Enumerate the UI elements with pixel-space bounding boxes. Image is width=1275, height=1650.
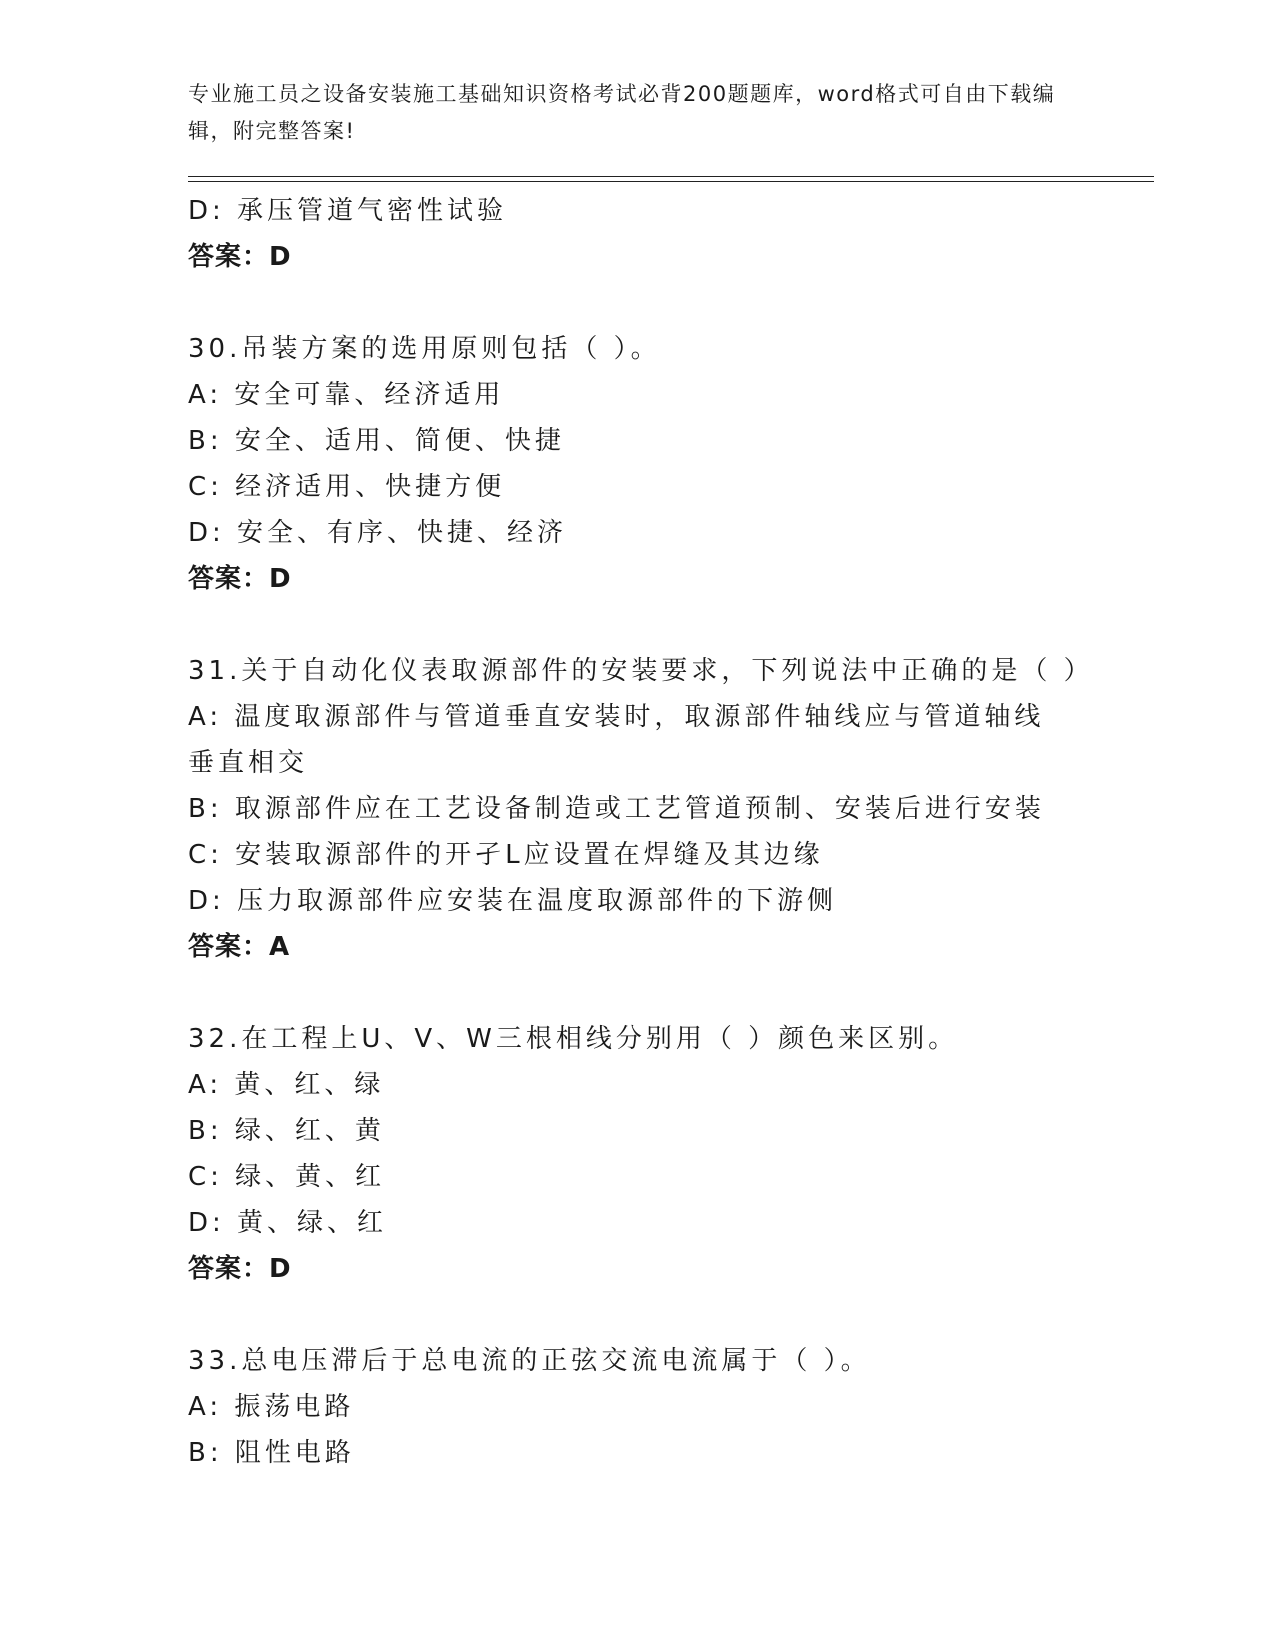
option-d: D: 承压管道气密性试验: [188, 196, 508, 226]
option-d: D: 黄、绿、红: [188, 1208, 388, 1238]
spacer: [188, 280, 1088, 326]
spacer: [188, 970, 1088, 1016]
question-stem-30: 30.吊装方案的选用原则包括（ ）。: [188, 334, 661, 364]
option-c: C: 经济适用、快捷方便: [188, 472, 506, 502]
option-a: A: 安全可靠、经济适用: [188, 380, 505, 410]
answer-line: 答案：A: [188, 932, 291, 962]
option-b: B: 阻性电路: [188, 1438, 355, 1468]
question-stem-32: 32.在工程上U、V、W三根相线分别用（ ）颜色来区别。: [188, 1024, 959, 1054]
answer-line: 答案：D: [188, 564, 292, 594]
option-b: B: 取源部件应在工艺设备制造或工艺管道预制、安装后进行安装: [188, 794, 1045, 824]
option-b: B: 绿、红、黄: [188, 1116, 385, 1146]
option-a: A: 温度取源部件与管道垂直安装时，取源部件轴线应与管道轴线垂直相交: [188, 702, 1045, 778]
option-c: C: 绿、黄、红: [188, 1162, 386, 1192]
question-stem-33: 33.总电压滞后于总电流的正弦交流电流属于（ ）。: [188, 1346, 871, 1376]
answer-line: 答案：D: [188, 242, 292, 272]
option-a: A: 黄、红、绿: [188, 1070, 385, 1100]
option-d: D: 压力取源部件应安装在温度取源部件的下游侧: [188, 886, 838, 916]
header-rule-top: [188, 176, 1154, 177]
option-a: A: 振荡电路: [188, 1392, 355, 1422]
option-b: B: 安全、适用、简便、快捷: [188, 426, 565, 456]
question-list: [188, 188, 1094, 1476]
spacer: [188, 1292, 1088, 1338]
answer-line: 答案：D: [188, 1254, 292, 1284]
header-rule-bottom: [188, 181, 1154, 182]
question-stem-31: 31.关于自动化仪表取源部件的安装要求，下列说法中正确的是（ ）: [188, 656, 1094, 686]
option-d: D: 安全、有序、快捷、经济: [188, 518, 568, 548]
spacer: [188, 602, 1088, 648]
option-c: C: 安装取源部件的开孑L应设置在焊缝及其边缘: [188, 840, 824, 870]
document-header: 专业施工员之设备安装施工基础知识资格考试必背200题题库，word格式可自由下载编辑，附完整答案!: [188, 82, 1056, 143]
